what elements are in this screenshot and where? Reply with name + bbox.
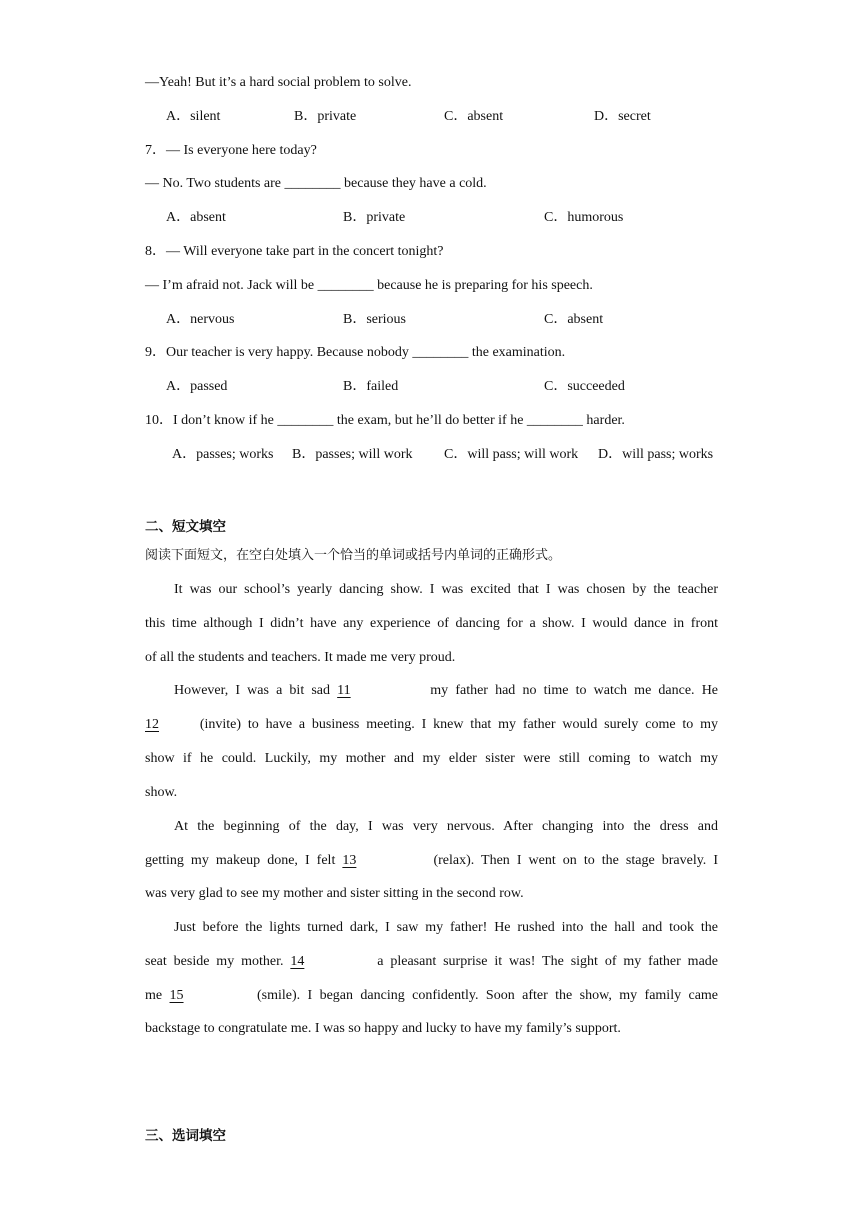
q10-option-d: D．will pass; works <box>598 447 714 462</box>
passage-text: me <box>145 988 163 1003</box>
passage-text: (smile). I began dancing confidently. Soon after the show, my family came <box>256 988 719 1003</box>
passage-p4-line3 <box>145 987 718 1005</box>
q8-reply: — I’m afraid not. Jack will be ________ because he is preparing for his speech. <box>145 278 593 293</box>
passage-p2-line1 <box>145 682 718 700</box>
section-2-title: 二、短文填空 <box>145 519 226 535</box>
passage-text: However, I was a bit sad <box>174 683 331 698</box>
q6-option-d: D．secret <box>594 109 651 124</box>
passage-p2-line3: show if he could. Luckily, my mother and my elder sister were still coming to watch my <box>145 751 718 766</box>
q7-stem: 7．— Is everyone here today? <box>145 143 317 158</box>
q10-option-a: A．passes; works <box>172 447 274 462</box>
passage-p4-line1: Just before the lights turned dark, I saw my father! He rushed into the hall and took the <box>174 920 718 935</box>
q8-stem: 8．— Will everyone take part in the concert tonight? <box>145 244 444 259</box>
blank-11[interactable]: 11 <box>337 683 351 698</box>
q8-option-a: A．nervous <box>166 312 235 327</box>
q9-option-c: C．succeeded <box>544 379 625 394</box>
q10-options <box>0 446 860 464</box>
blank-13[interactable]: 13 <box>342 853 357 868</box>
q8-option-b: B．serious <box>343 312 406 327</box>
passage-text: seat beside my mother. <box>145 954 284 969</box>
passage-p3-line3: was very glad to see my mother and sister sitting in the second row. <box>145 886 524 901</box>
blank-15[interactable]: 15 <box>169 988 184 1003</box>
blank-14[interactable]: 14 <box>290 954 305 969</box>
passage-p1-line3: of all the students and teachers. It made me very proud. <box>145 650 456 665</box>
q8-option-c: C．absent <box>544 312 604 327</box>
passage-p2-line2 <box>145 716 718 734</box>
q10-option-c: C．will pass; will work <box>444 447 579 462</box>
passage-p1-line1: It was our school’s yearly dancing show. I was excited that I was chosen by the teacher <box>174 582 718 597</box>
passage-text: (relax). Then I went on to the stage bravely. I <box>433 853 719 868</box>
q6-option-c: C．absent <box>444 109 504 124</box>
q6-option-a: A．silent <box>166 109 221 124</box>
section-3-title: 三、选词填空 <box>145 1128 226 1144</box>
q7-options <box>0 209 860 227</box>
passage-text: a pleasant surprise it was! The sight of my father made <box>377 954 718 969</box>
q9-option-b: B．failed <box>343 379 399 394</box>
blank-12[interactable]: 12 <box>145 717 159 732</box>
q7-option-c: C．humorous <box>544 210 624 225</box>
q10-stem: 10．I don’t know if he ________ the exam, but he’ll do better if he ________ harder. <box>145 413 625 428</box>
q7-reply: — No. Two students are ________ because they have a cold. <box>145 176 487 191</box>
q8-options <box>0 311 860 329</box>
q9-stem: 9．Our teacher is very happy. Because nobody ________ the examination. <box>145 345 566 360</box>
q7-option-a: A．absent <box>166 210 226 225</box>
q9-option-a: A．passed <box>166 379 228 394</box>
q7-option-b: B．private <box>343 210 406 225</box>
passage-p3-line1: At the beginning of the day, I was very nervous. After changing into the dress and <box>174 819 718 834</box>
q10-option-b: B．passes; will work <box>292 447 413 462</box>
passage-p2-line4: show. <box>145 785 178 800</box>
passage-p4-line2 <box>145 953 718 971</box>
section-2-instruction: 阅读下面短文，在空白处填入一个恰当的单词或括号内单词的正确形式。 <box>145 548 562 563</box>
q9-options <box>0 378 860 396</box>
passage-p3-line2 <box>145 852 718 870</box>
q6-options <box>0 108 860 126</box>
passage-text: getting my makeup done, I felt <box>145 853 336 868</box>
q6-answer-line: —Yeah! But it’s a hard social problem to solve. <box>145 75 412 90</box>
passage-p4-line4: backstage to congratulate me. I was so happy and lucky to have my family’s support. <box>145 1021 621 1036</box>
passage-p1-line2: this time although I didn’t have any experience of dancing for a show. I would dance in front <box>145 616 718 631</box>
passage-text: my father had no time to watch me dance. He <box>430 683 719 698</box>
passage-text: (invite) to have a business meeting. I knew that my father would surely come to my <box>199 717 719 732</box>
q6-option-b: B．private <box>294 109 357 124</box>
